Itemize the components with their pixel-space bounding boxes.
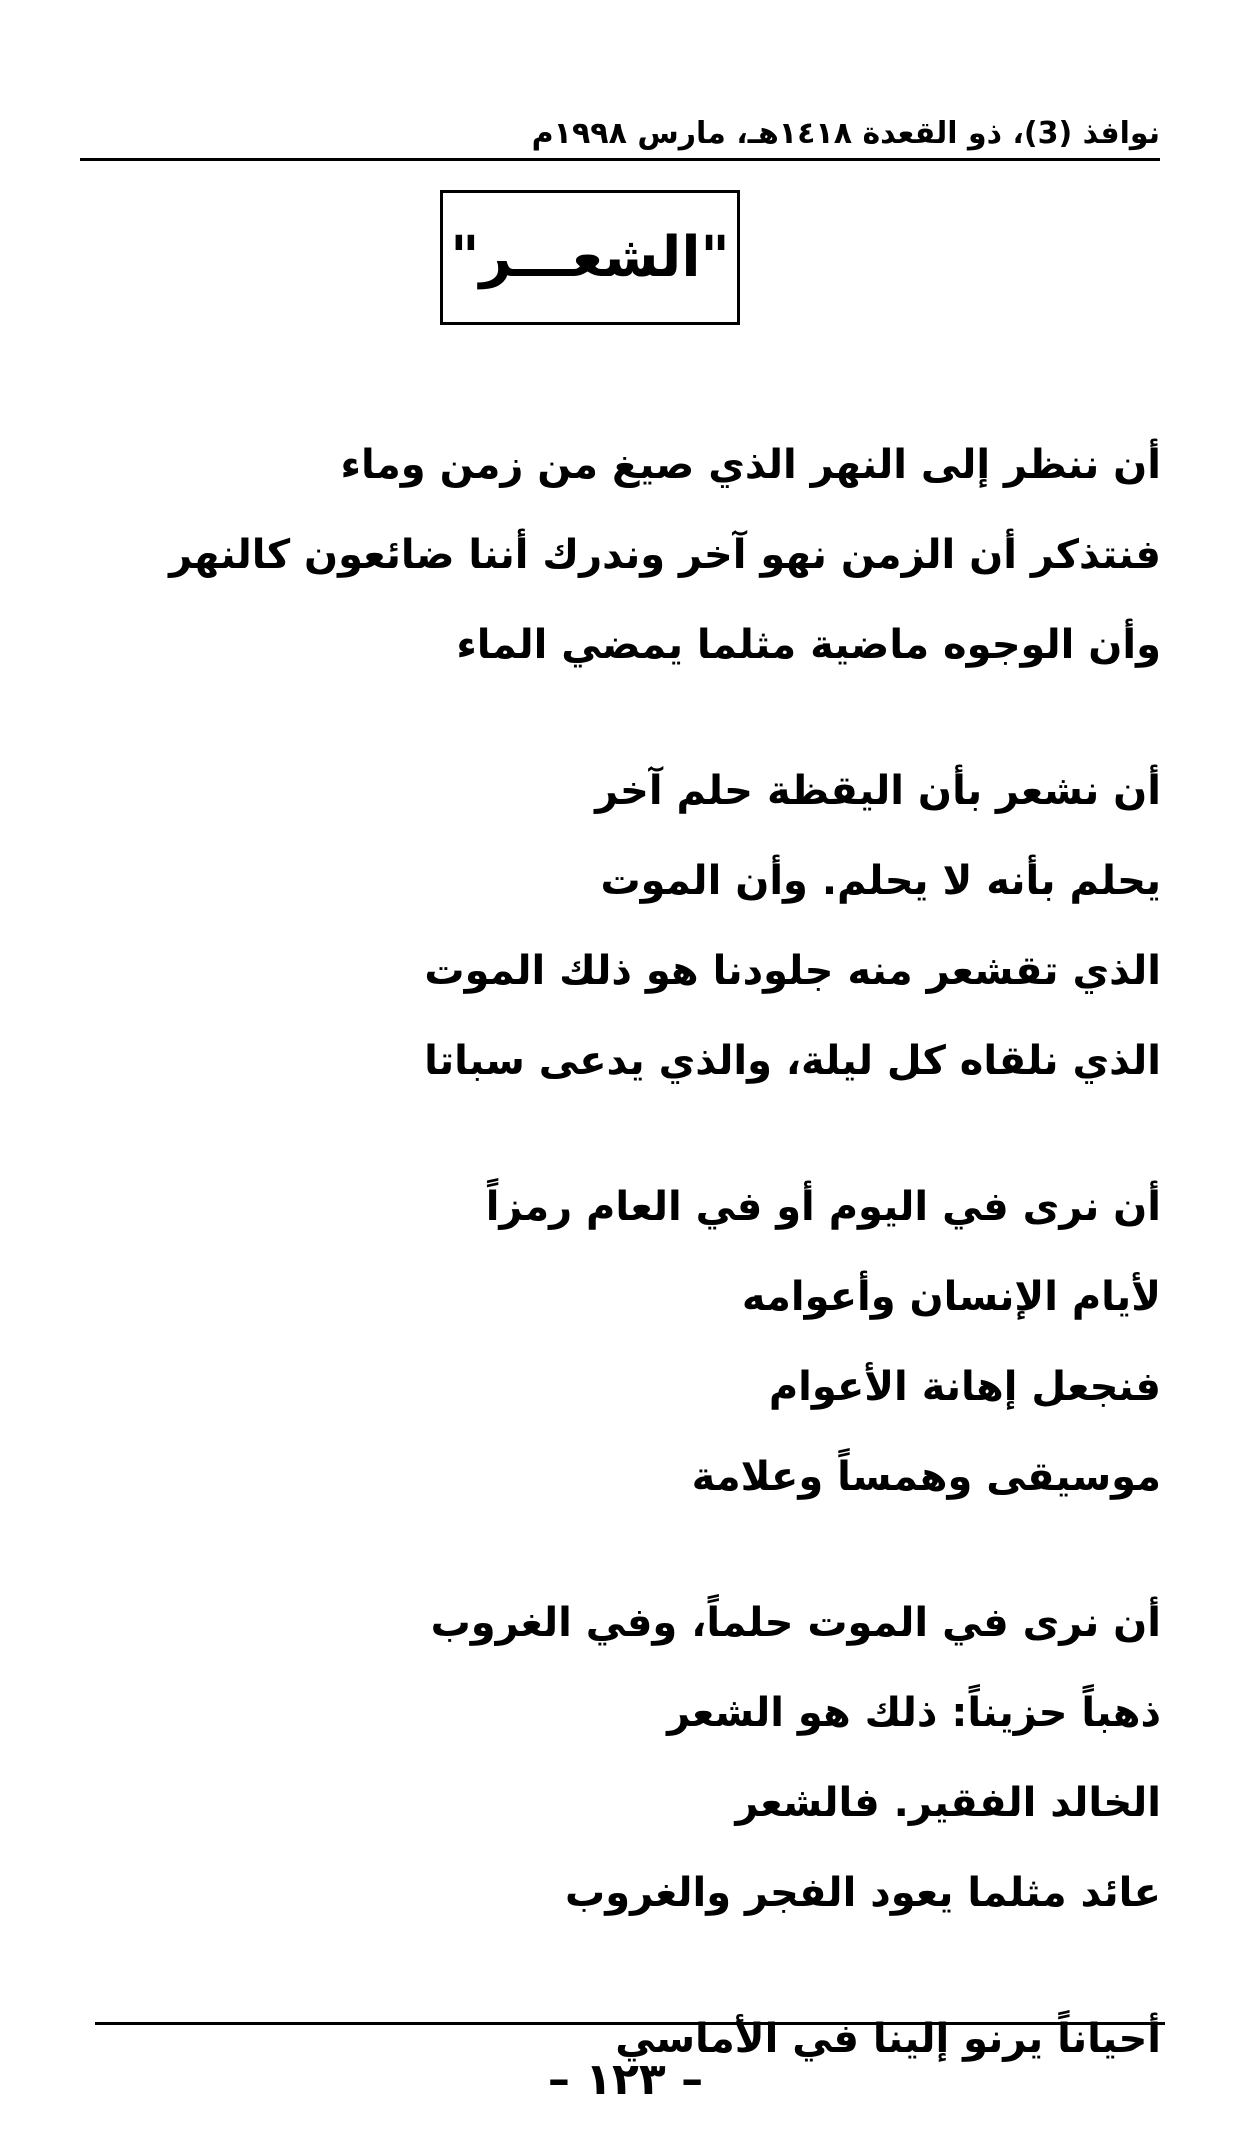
poem-line: أن نرى في اليوم أو في العام رمزاً xyxy=(485,1184,1161,1230)
poem-title-box xyxy=(440,190,740,325)
poem-line: عائد مثلما يعود الفجر والغروب xyxy=(565,1870,1161,1916)
running-head: نوافذ (3)، ذو القعدة ١٤١٨هـ، مارس ١٩٩٨م xyxy=(531,116,1160,151)
poem-line: لأيام الإنسان وأعوامه xyxy=(741,1274,1161,1320)
header-divider xyxy=(80,158,1160,161)
poem-line: وأن الوجوه ماضية مثلما يمضي الماء xyxy=(456,622,1161,668)
stanza xyxy=(161,420,1161,690)
poem-line: موسيقى وهمساً وعلامة xyxy=(691,1454,1161,1500)
footer-divider xyxy=(95,2022,1165,2025)
poem-line: الذي تقشعر منه جلودنا هو ذلك الموت xyxy=(424,948,1161,994)
poem-title: "الشعـــر" xyxy=(450,225,730,290)
poem-line: أن نرى في الموت حلماً، وفي الغروب xyxy=(430,1600,1161,1646)
poem-line: فنتذكر أن الزمن نهو آخر وندرك أننا ضائعون كالنهر xyxy=(169,532,1161,578)
poem-line: الذي نلقاه كل ليلة، والذي يدعى سباتا xyxy=(424,1038,1161,1084)
poem-line: فنجعل إهانة الأعوام xyxy=(768,1364,1161,1410)
poem-line: ذهباً حزيناً: ذلك هو الشعر xyxy=(667,1690,1161,1736)
stanza xyxy=(161,1162,1161,1522)
stanza xyxy=(161,746,1161,1106)
poem-line: أن نشعر بأن اليقظة حلم آخر xyxy=(595,768,1161,814)
poem-line: أحياناً يرنو إلينا في الأماسي xyxy=(615,2016,1161,2062)
poem-line: أن ننظر إلى النهر الذي صيغ من زمن وماء xyxy=(340,442,1161,488)
poem-body xyxy=(161,420,1161,2140)
poem-line: يحلم بأنه لا يحلم. وأن الموت xyxy=(600,858,1161,904)
poem-line: الخالد الفقير. فالشعر xyxy=(735,1780,1161,1826)
stanza xyxy=(161,1578,1161,1938)
page-number: – ١٢٣ – xyxy=(547,2054,704,2105)
